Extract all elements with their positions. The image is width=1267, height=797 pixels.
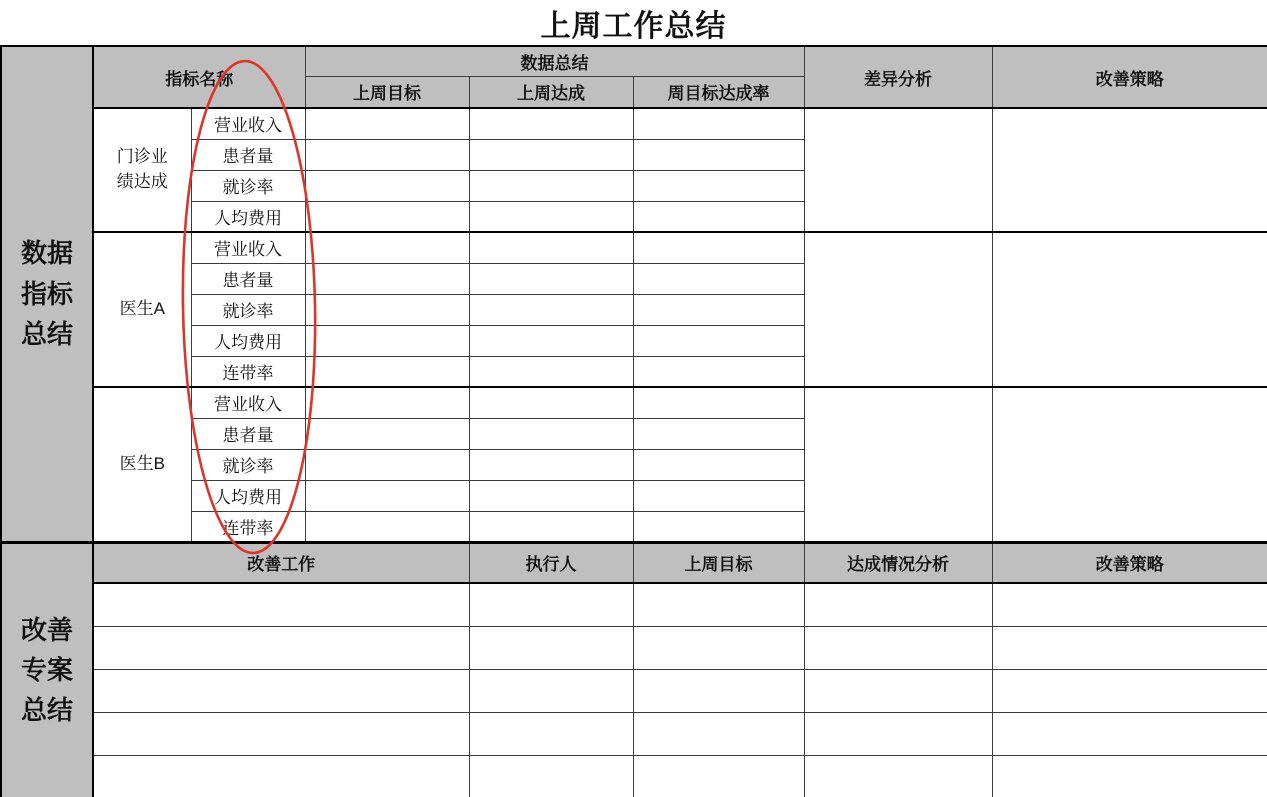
data-cell <box>469 170 633 201</box>
data-cell <box>469 325 633 356</box>
strategy-cell <box>992 583 1267 626</box>
indicator-cell: 连带率 <box>191 511 305 542</box>
indicator-cell: 就诊率 <box>191 170 305 201</box>
analysis-cell <box>804 712 992 755</box>
group-cell-doctor-b: 医生B <box>93 387 191 542</box>
data-cell <box>633 201 804 232</box>
data-cell <box>305 232 469 263</box>
indicator-cell: 人均费用 <box>191 480 305 511</box>
indicator-cell: 营业收入 <box>191 232 305 263</box>
analysis-cell <box>804 669 992 712</box>
header-weekly-target-rate: 周目标达成率 <box>633 76 804 108</box>
indicator-cell: 患者量 <box>191 263 305 294</box>
improvement-work-cell <box>93 669 469 712</box>
data-cell <box>305 387 469 418</box>
indicator-cell: 营业收入 <box>191 108 305 139</box>
data-cell <box>305 294 469 325</box>
target-cell <box>633 755 804 797</box>
data-cell <box>305 449 469 480</box>
executor-cell <box>469 755 633 797</box>
indicator-cell: 就诊率 <box>191 449 305 480</box>
indicator-cell: 连带率 <box>191 356 305 387</box>
data-cell <box>305 108 469 139</box>
data-cell <box>305 356 469 387</box>
page-title: 上周工作总结 <box>540 9 727 43</box>
data-cell <box>469 387 633 418</box>
strategy-cell <box>992 755 1267 797</box>
improvement-work-cell <box>93 626 469 669</box>
data-cell <box>633 356 804 387</box>
data-cell <box>469 356 633 387</box>
header-executor: 执行人 <box>469 542 633 583</box>
indicator-cell: 营业收入 <box>191 387 305 418</box>
data-cell <box>633 449 804 480</box>
data-cell <box>469 294 633 325</box>
indicator-cell: 患者量 <box>191 418 305 449</box>
data-cell <box>305 263 469 294</box>
analysis-cell <box>804 755 992 797</box>
header-last-week-target: 上周目标 <box>305 76 469 108</box>
target-cell <box>633 626 804 669</box>
data-cell <box>469 511 633 542</box>
improvement-work-cell <box>93 712 469 755</box>
indicator-cell: 患者量 <box>191 139 305 170</box>
indicator-cell: 就诊率 <box>191 294 305 325</box>
summary-table <box>0 45 1267 797</box>
strategy-cell <box>992 108 1267 232</box>
data-cell <box>305 139 469 170</box>
target-cell <box>633 669 804 712</box>
data-cell <box>469 139 633 170</box>
data-cell <box>469 201 633 232</box>
header-bottom-improvement-strategy: 改善策略 <box>992 542 1267 583</box>
data-cell <box>469 108 633 139</box>
sidebar-label-data-indicators: 数据指标总结 <box>1 46 93 542</box>
improvement-work-cell <box>93 755 469 797</box>
indicator-cell: 人均费用 <box>191 325 305 356</box>
analysis-cell <box>804 583 992 626</box>
header-improvement-strategy: 改善策略 <box>992 46 1267 108</box>
data-cell <box>469 449 633 480</box>
data-cell <box>633 480 804 511</box>
data-cell <box>633 294 804 325</box>
data-cell <box>633 170 804 201</box>
data-cell <box>305 480 469 511</box>
data-cell <box>633 387 804 418</box>
data-cell <box>633 325 804 356</box>
header-indicator-name: 指标名称 <box>93 46 305 108</box>
gap-analysis-cell <box>804 387 992 542</box>
data-cell <box>305 325 469 356</box>
indicator-cell: 人均费用 <box>191 201 305 232</box>
data-cell <box>633 511 804 542</box>
header-achievement-analysis: 达成情况分析 <box>804 542 992 583</box>
data-cell <box>633 139 804 170</box>
data-cell <box>305 201 469 232</box>
executor-cell <box>469 712 633 755</box>
executor-cell <box>469 669 633 712</box>
data-cell <box>305 511 469 542</box>
strategy-cell <box>992 712 1267 755</box>
data-cell <box>633 418 804 449</box>
data-cell <box>469 263 633 294</box>
executor-cell <box>469 583 633 626</box>
strategy-cell <box>992 232 1267 387</box>
data-cell <box>469 480 633 511</box>
gap-analysis-cell <box>804 232 992 387</box>
header-bottom-last-week-target: 上周目标 <box>633 542 804 583</box>
strategy-cell <box>992 387 1267 542</box>
group-cell-outpatient: 门诊业绩达成 <box>93 108 191 232</box>
header-gap-analysis: 差异分析 <box>804 46 992 108</box>
header-improvement-work: 改善工作 <box>93 542 469 583</box>
data-cell <box>469 232 633 263</box>
header-last-week-achieved: 上周达成 <box>469 76 633 108</box>
data-cell <box>633 108 804 139</box>
strategy-cell <box>992 669 1267 712</box>
data-cell <box>305 418 469 449</box>
data-cell <box>633 263 804 294</box>
header-data-summary: 数据总结 <box>305 46 804 76</box>
strategy-cell <box>992 626 1267 669</box>
improvement-work-cell <box>93 583 469 626</box>
target-cell <box>633 583 804 626</box>
target-cell <box>633 712 804 755</box>
group-cell-doctor-a: 医生A <box>93 232 191 387</box>
sidebar-label-improvement-projects: 改善专案总结 <box>1 542 93 797</box>
gap-analysis-cell <box>804 108 992 232</box>
data-cell <box>469 418 633 449</box>
data-cell <box>633 232 804 263</box>
data-cell <box>305 170 469 201</box>
analysis-cell <box>804 626 992 669</box>
executor-cell <box>469 626 633 669</box>
